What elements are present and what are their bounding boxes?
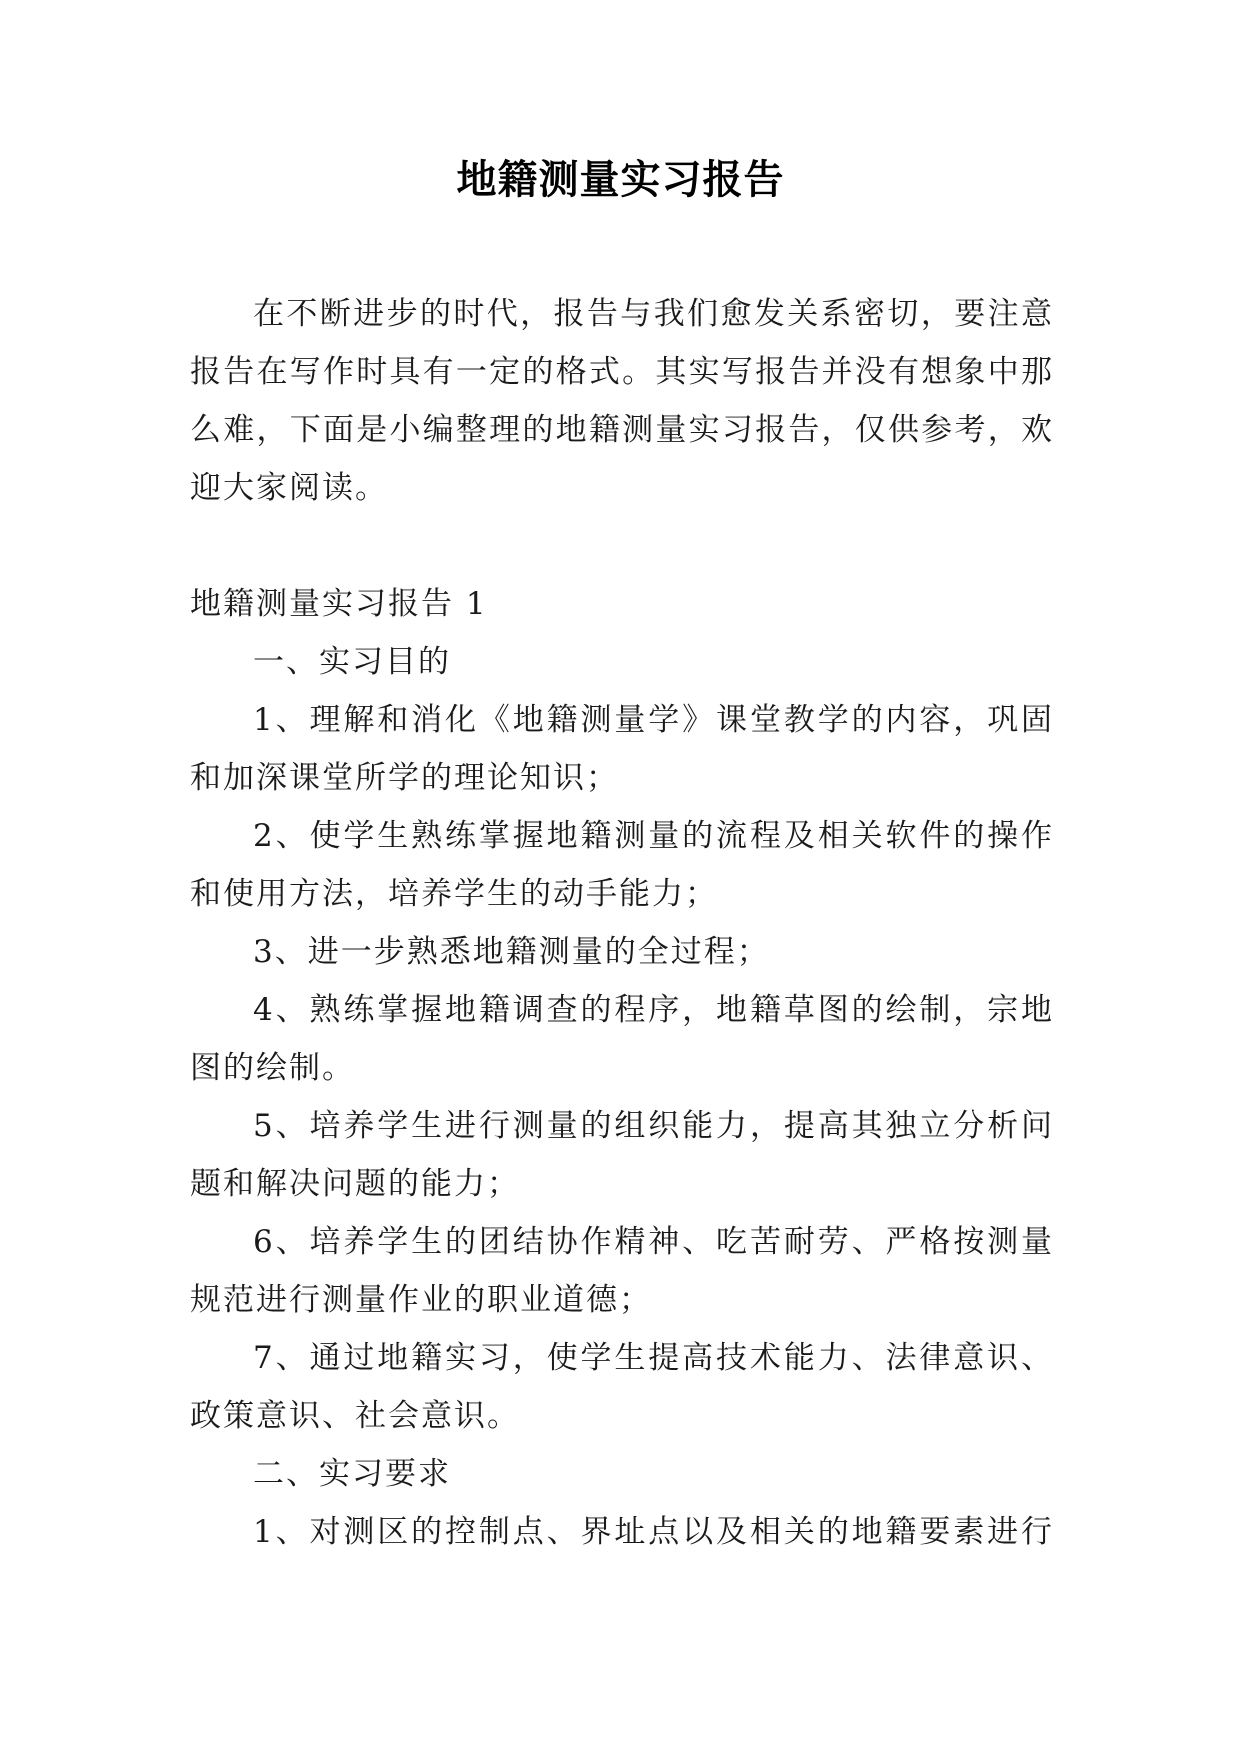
list-item: 3、进一步熟悉地籍测量的全过程； <box>253 934 770 970</box>
document-title: 地籍测量实习报告 <box>456 157 785 203</box>
list-item: 4、熟练掌握地籍调查的程序，地籍草图的绘制，宗地 <box>253 992 1052 1028</box>
list-item: 政策意识、社会意识。 <box>190 1398 520 1434</box>
list-item: 5、培养学生进行测量的组织能力，提高其独立分析问 <box>253 1108 1052 1144</box>
list-item: 和加深课堂所学的理论知识； <box>190 760 619 796</box>
list-item: 1、对测区的控制点、界址点以及相关的地籍要素进行 <box>253 1514 1052 1550</box>
list-item: 规范进行测量作业的职业道德； <box>190 1282 652 1318</box>
subheading-requirements: 二、实习要求 <box>253 1456 451 1492</box>
list-item: 6、培养学生的团结协作精神、吃苦耐劳、严格按测量 <box>253 1224 1052 1260</box>
section-heading: 地籍测量实习报告 1 <box>190 586 488 622</box>
intro-line: 在不断进步的时代，报告与我们愈发关系密切，要注意 <box>253 296 1052 332</box>
intro-line: 报告在写作时具有一定的格式。其实写报告并没有想象中那 <box>190 354 1052 390</box>
intro-line: 迎大家阅读。 <box>190 470 388 506</box>
list-item: 图的绘制。 <box>190 1050 355 1086</box>
list-item: 和使用方法，培养学生的动手能力； <box>190 876 718 912</box>
list-item: 题和解决问题的能力； <box>190 1166 520 1202</box>
list-item: 2、使学生熟练掌握地籍测量的流程及相关软件的操作 <box>253 818 1052 854</box>
list-item: 1、理解和消化《地籍测量学》课堂教学的内容，巩固 <box>253 702 1052 738</box>
subheading-purpose: 一、实习目的 <box>253 644 451 680</box>
list-item: 7、通过地籍实习，使学生提高技术能力、法律意识、 <box>253 1340 1052 1376</box>
intro-line: 么难，下面是小编整理的地籍测量实习报告，仅供参考，欢 <box>190 412 1052 448</box>
